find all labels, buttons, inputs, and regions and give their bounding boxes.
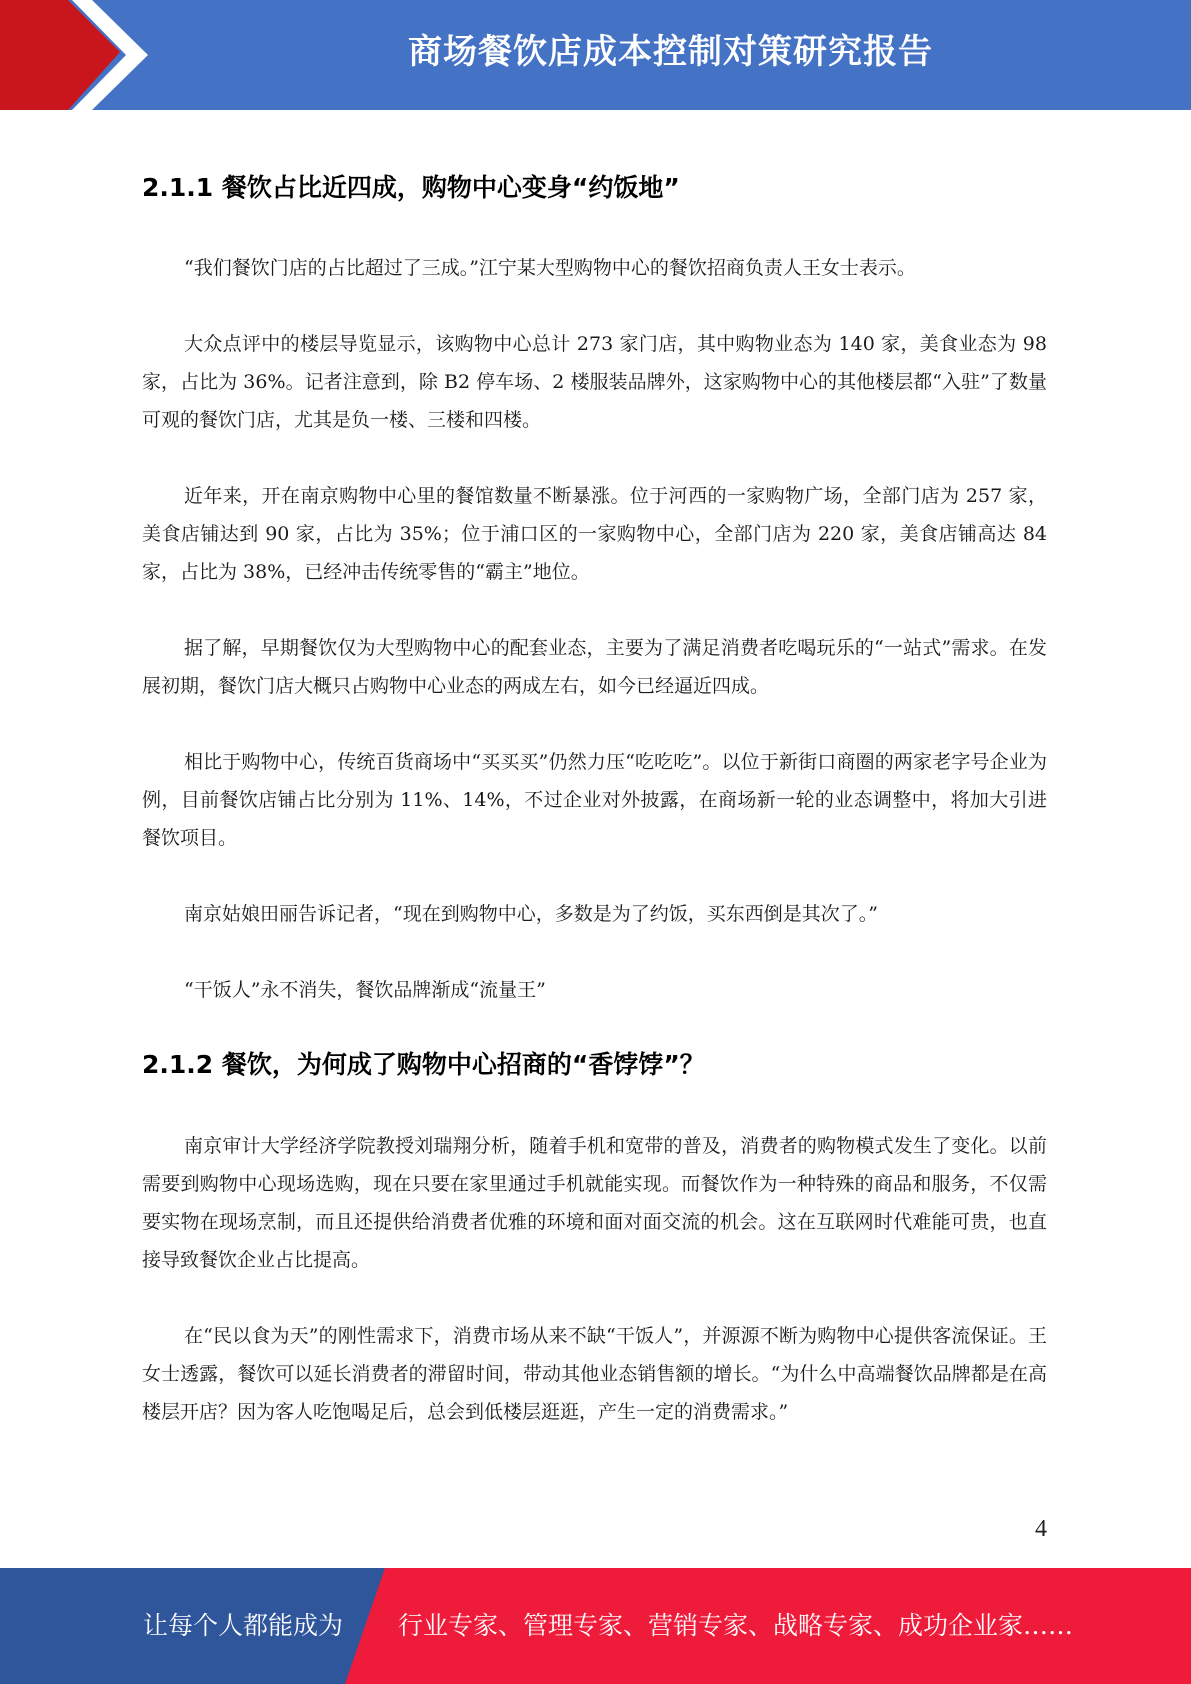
header-arrow-decoration	[0, 0, 160, 110]
header-banner	[0, 0, 1191, 110]
paragraph: 南京审计大学经济学院教授刘瑞翔分析，随着手机和宽带的普及，消费者的购物模式发生了变化。以前需要到购物中心现场选购，现在只要在家里通过手机就能实现。而餐饮作为一种特殊的商品和服务，不仅需要实物在现场烹制，而且还提供给消费者优雅的环境和面对面交流的机会。这在互联网时代难能可贵，也直接导致餐饮企业占比提高。	[142, 1135, 1047, 1271]
paragraph: 相比于购物中心，传统百货商场中“买买买”仍然力压“吃吃吃”。以位于新街口商圈的两家老字号企业为例，目前餐饮店铺占比分别为 11%、14%，不过企业对外披露，在商场新一轮的业态调整中，将加大引进餐饮项目。	[142, 751, 1047, 849]
footer-slogan-right: 行业专家、管理专家、营销专家、战略专家、成功企业家……	[398, 1611, 1074, 1640]
paragraph: 据了解，早期餐饮仅为大型购物中心的配套业态，主要为了满足消费者吃喝玩乐的“一站式”需求。在发展初期，餐饮门店大概只占购物中心业态的两成左右，如今已经逼近四成。	[142, 637, 1047, 697]
document-title: 商场餐饮店成本控制对策研究报告	[408, 32, 933, 72]
section-heading-2-1-1: 2.1.1 餐饮占比近四成，购物中心变身“约饭地”	[142, 173, 680, 202]
paragraph: 大众点评中的楼层导览显示，该购物中心总计 273 家门店，其中购物业态为 140 家，美食业态为 98 家，占比为 36%。记者注意到，除 B2 停车场、2 楼服装品牌外，这家购物中心的其他楼层都“入驻”了数量可观的餐饮门店，尤其是负一楼、三楼和四楼。	[142, 333, 1047, 431]
paragraph: “我们餐饮门店的占比超过了三成。”江宁某大型购物中心的餐饮招商负责人王女士表示。	[184, 257, 916, 279]
paragraph: “干饭人”永不消失，餐饮品牌渐成“流量王”	[184, 979, 546, 1001]
paragraph: 南京姑娘田丽告诉记者，“现在到购物中心，多数是为了约饭，买东西倒是其次了。”	[184, 903, 878, 925]
section-heading-2-1-2: 2.1.2 餐饮，为何成了购物中心招商的“香饽饽”？	[142, 1050, 705, 1079]
footer-slogan-left: 让每个人都能成为	[143, 1611, 344, 1640]
paragraph: 在“民以食为天”的刚性需求下，消费市场从来不缺“干饭人”，并源源不断为购物中心提供客流保证。王女士透露，餐饮可以延长消费者的滞留时间，带动其他业态销售额的增长。“为什么中高端餐饮品牌都是在高楼层开店？因为客人吃饱喝足后，总会到低楼层逛逛，产生一定的消费需求。”	[142, 1325, 1047, 1423]
paragraph: 近年来，开在南京购物中心里的餐馆数量不断暴涨。位于河西的一家购物广场，全部门店为 257 家，美食店铺达到 90 家，占比为 35%；位于浦口区的一家购物中心，全部门店为 220 家，美食店铺高达 84 家，占比为 38%，已经冲击传统零售的“霸主”地位。	[142, 485, 1047, 583]
page-number: 4	[1035, 1516, 1047, 1542]
footer-banner	[0, 1568, 1191, 1684]
